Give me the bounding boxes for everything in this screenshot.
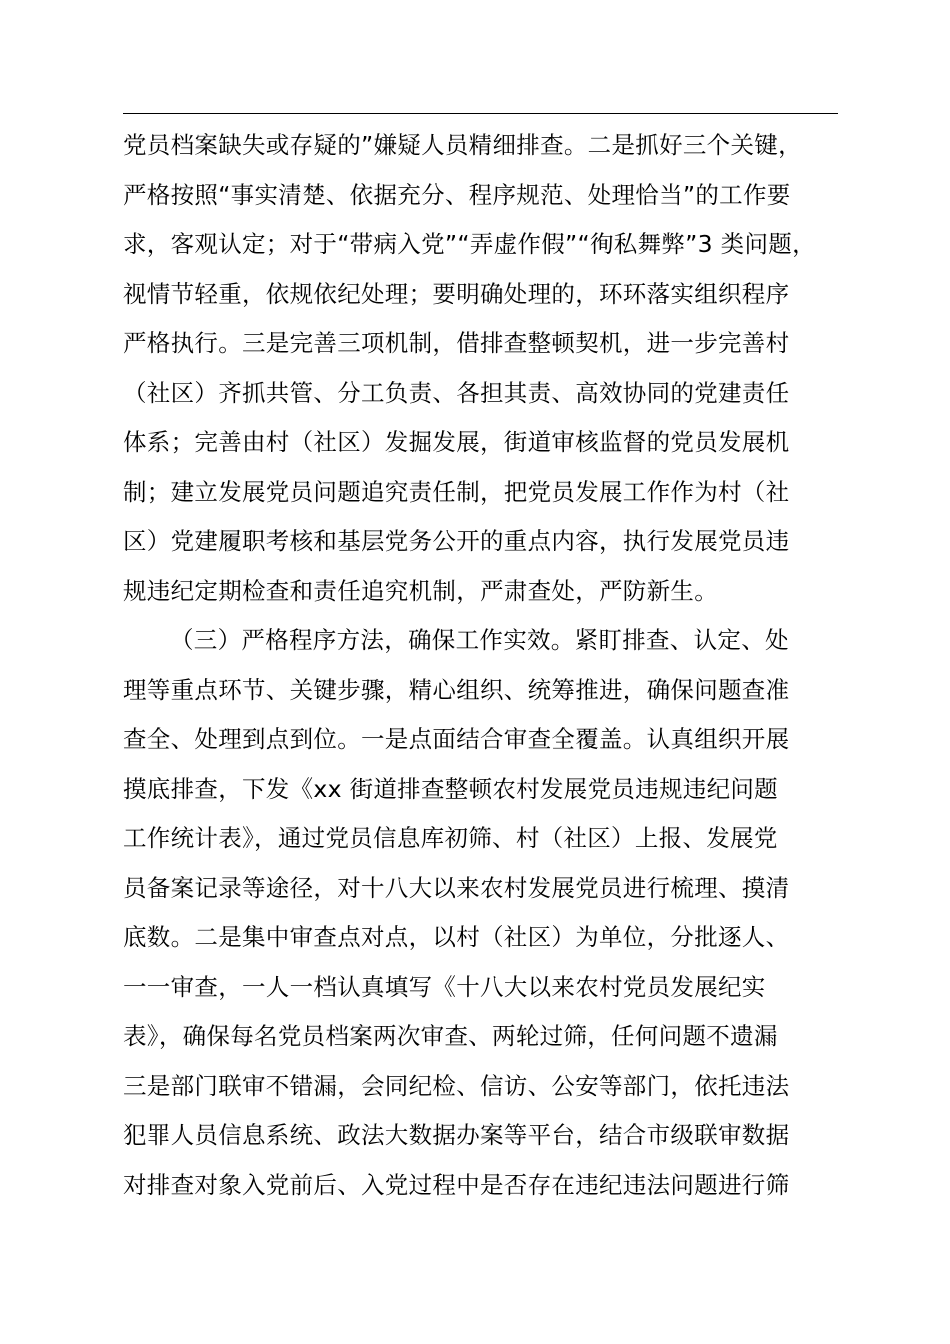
text-line: 三是部门联审不错漏，会同纪检、信访、公安等部门，依托违法	[123, 1071, 790, 1100]
section-heading-line: （三）严格程序方法，确保工作实效。紧盯排查、认定、处	[170, 626, 789, 654]
text-line: 摸底排查，下发《xx 街道排查整顿农村发展党员违规违纪问题	[123, 774, 778, 803]
text-line: 犯罪人员信息系统、政法大数据办案等平台，结合市级联审数据	[123, 1121, 790, 1149]
text-line: 求，客观认定；对于“带病入党”“弄虚作假”“徇私舞弊”3 类问题，	[123, 230, 816, 258]
text-line: 规违纪定期检查和责任追究机制，严肃查处，严防新生。	[123, 576, 718, 605]
text-line: 工作统计表》，通过党员信息库初筛、村（社区）上报、发展党	[123, 824, 778, 852]
text-line: 严格按照“事实清楚、依据充分、程序规范、处理恰当”的工作要	[123, 180, 791, 209]
text-line: 区）党建履职考核和基层党务公开的重点内容，执行发展党员违	[123, 527, 790, 555]
text-line: 制；建立发展党员问题追究责任制，把党员发展工作作为村（社	[123, 477, 790, 506]
text-line: 一一审查，一人一档认真填写《十八大以来农村党员发展纪实	[123, 972, 766, 1001]
text-line: 体系；完善由村（社区）发掘发展，街道审核监督的党员发展机	[123, 428, 790, 456]
text-line: 党员档案缺失或存疑的”嫌疑人员精细排查。二是抓好三个关键，	[123, 131, 802, 159]
text-line: 底数。二是集中审查点对点，以村（社区）为单位，分批逐人、	[123, 923, 790, 951]
text-line: 表》，确保每名党员档案两次审查、两轮过筛，任何问题不遗漏	[123, 1022, 778, 1050]
text-line: 理等重点环节、关键步骤，精心组织、统筹推进，确保问题查准	[123, 675, 790, 704]
header-rule	[123, 113, 838, 114]
text-line: 员备案记录等途径，对十八大以来农村发展党员进行梳理、摸清	[123, 873, 790, 902]
text-line: （社区）齐抓共管、分工负责、各担其责、高效协同的党建责任	[123, 378, 790, 407]
body-text	[123, 121, 883, 1210]
text-line: 对排查对象入党前后、入党过程中是否存在违纪违法问题进行筛	[123, 1170, 790, 1199]
text-line: 查全、处理到点到位。一是点面结合审查全覆盖。认真组织开展	[123, 725, 790, 753]
text-line: 严格执行。三是完善三项机制，借排查整顿契机，进一步完善村	[123, 329, 790, 357]
text-line: 视情节轻重，依规依纪处理；要明确处理的，环环落实组织程序	[123, 279, 790, 308]
